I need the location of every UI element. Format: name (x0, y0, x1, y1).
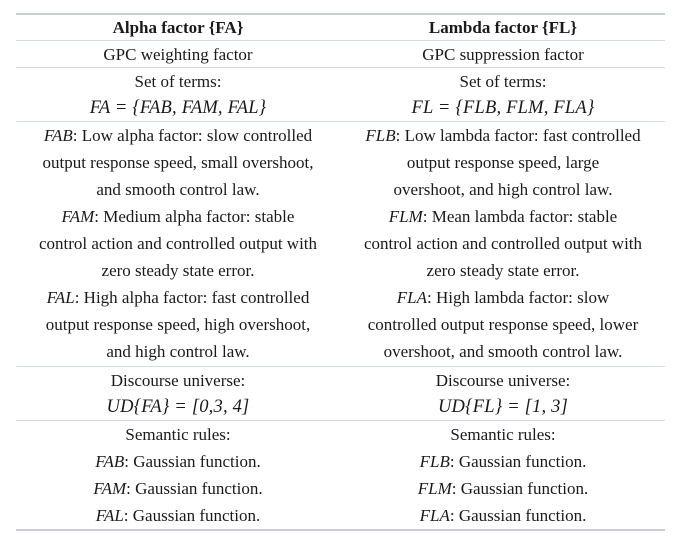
table-bottom-rule (16, 529, 665, 531)
term-flm: FLM (417, 479, 452, 498)
universe-label-lambda: Discourse universe: (435, 371, 571, 390)
terms-formula-alpha: FA = {FAB, FAM, FAL} (89, 98, 267, 118)
definition-line: and high control law. (106, 342, 250, 361)
rule-line: FAL: Gaussian function. (95, 506, 261, 525)
rules-label-alpha: Semantic rules: (125, 425, 231, 444)
term-fla: FLA (419, 506, 450, 525)
description-alpha: GPC weighting factor (103, 45, 253, 64)
definition-line: output response speed, large (406, 153, 600, 172)
term-flb: FLB (365, 126, 396, 145)
definition-line: output response speed, high overshoot, (45, 315, 311, 334)
rule-line: FAB: Gaussian function. (95, 452, 261, 471)
rule-line: FAM: Gaussian function. (93, 479, 263, 498)
definition-line: FAL: High alpha factor: fast controlled (46, 288, 310, 307)
description-cell-alpha (16, 41, 340, 68)
term-fal: FAL (95, 506, 124, 525)
definition-line: FLA: High lambda factor: slow (396, 288, 610, 307)
rules-cell-alpha (16, 421, 340, 529)
term-fab: FAB (95, 452, 125, 471)
universe-label-alpha: Discourse universe: (110, 371, 246, 390)
definition-line: zero steady state error. (101, 261, 255, 280)
terms-formula-lambda: FL = {FLB, FLM, FLA} (411, 98, 595, 118)
universe-formula-alpha: UD{FA} = [0,3, 4] (106, 397, 250, 417)
description-lambda: GPC suppression factor (422, 45, 584, 64)
definition-line: FLB: Low lambda factor: fast controlled (365, 126, 641, 145)
term-fam: FAM (93, 479, 127, 498)
rule-line: FLA: Gaussian function. (419, 506, 587, 525)
header-alpha: Alpha factor {FA} (112, 18, 244, 37)
rules-cell-lambda (341, 421, 665, 529)
term-fam: FAM (61, 207, 95, 226)
definitions-cell-lambda (341, 122, 665, 365)
definition-line: overshoot, and high control law. (393, 180, 613, 199)
header-lambda: Lambda factor {FL} (428, 18, 578, 37)
definition-line: output response speed, small overshoot, (42, 153, 314, 172)
definition-line: control action and controlled output with (38, 234, 318, 253)
universe-cell-alpha (16, 367, 340, 421)
universe-formula-lambda: UD{FL} = [1, 3] (438, 397, 568, 417)
definitions-cell-alpha (16, 122, 340, 365)
definition-line: and smooth control law. (96, 180, 260, 199)
description-cell-lambda (341, 41, 665, 68)
header-cell-alpha (16, 14, 340, 41)
rule-line: FLM: Gaussian function. (417, 479, 589, 498)
definition-line: FAB: Low alpha factor: slow controlled (43, 126, 313, 145)
term-fla: FLA (396, 288, 427, 307)
definition-line: controlled output response speed, lower (367, 315, 639, 334)
definition-line: FAM: Medium alpha factor: stable (61, 207, 295, 226)
definition-line: overshoot, and smooth control law. (383, 342, 623, 361)
terms-cell-lambda (341, 68, 665, 122)
rules-label-lambda: Semantic rules: (450, 425, 556, 444)
term-fal: FAL (46, 288, 75, 307)
definition-line: control action and controlled output with (363, 234, 643, 253)
rule-line: FLB: Gaussian function. (419, 452, 587, 471)
terms-label-lambda: Set of terms: (459, 72, 547, 91)
terms-label-alpha: Set of terms: (134, 72, 222, 91)
term-flm: FLM (388, 207, 423, 226)
definition-line: zero steady state error. (426, 261, 580, 280)
term-fab: FAB (43, 126, 73, 145)
header-cell-lambda (341, 14, 665, 41)
definition-line: FLM: Mean lambda factor: stable (388, 207, 618, 226)
universe-cell-lambda (341, 367, 665, 421)
terms-cell-alpha (16, 68, 340, 122)
term-flb: FLB (419, 452, 450, 471)
